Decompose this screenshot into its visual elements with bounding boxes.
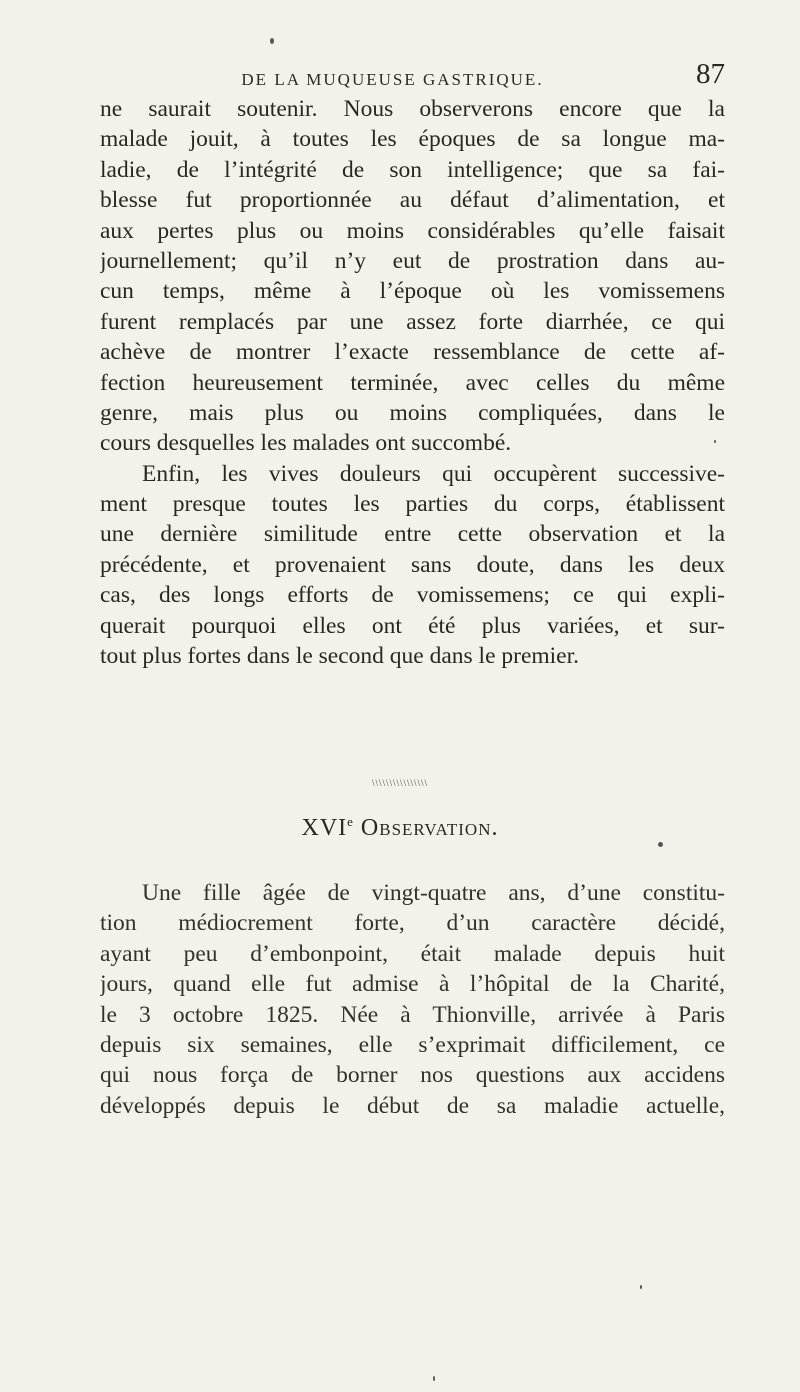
section-heading — [0, 814, 800, 842]
text-line: jours, quand elle fut admise à l’hôpital de la Charité, — [100, 971, 725, 998]
text-line: achève de montrer l’exacte ressemblance de cette af- — [100, 339, 725, 366]
observation-paragraph — [100, 878, 725, 1121]
text-line: ne saurait soutenir. Nous observerons encore que la — [100, 96, 725, 122]
text-line: blesse fut proportionnée au défaut d’alimentation, et — [100, 187, 725, 214]
text-line: Enfin, les vives douleurs qui occupèrent successive- — [142, 460, 725, 487]
text-line: querait pourquoi elles ont été plus variées, et sur- — [100, 612, 725, 639]
running-head: DE LA MUQUEUSE GASTRIQUE. — [241, 70, 544, 89]
text-line: cas, des longs efforts de vomissemens; ce qui expli- — [100, 582, 725, 609]
text-line: ayant peu d’embonpoint, était malade depuis huit — [100, 940, 725, 967]
text-line: précédente, et provenaient sans doute, dans les deux — [100, 551, 725, 578]
text-line: Une fille âgée de vingt-quatre ans, d’une constitu- — [142, 880, 725, 906]
section-numeral: XVI — [301, 815, 348, 841]
text-line: ment presque toutes les parties du corps, établissent — [100, 491, 725, 518]
page-header — [100, 56, 725, 90]
section-divider-ornament: \\\\\\\\\\\\\\\\ — [371, 778, 428, 788]
print-speck — [658, 842, 663, 847]
text-line: genre, mais plus ou moins compliquées, dans le — [100, 399, 725, 426]
print-speck — [640, 1285, 642, 1289]
section-numeral-superscript: e — [347, 814, 354, 829]
text-line: journellement; qu’il n’y eut de prostration dans au- — [100, 247, 725, 274]
text-line: cours desquelles les malades ont succombé. — [100, 430, 512, 457]
text-line: furent remplacés par une assez forte diarrhée, ce qui — [100, 308, 725, 335]
paragraph-continuation — [100, 94, 725, 671]
text-line: tout plus fortes dans le second que dans le premier. — [100, 643, 580, 670]
section-title-text: Observation. — [360, 815, 499, 841]
print-speck — [270, 38, 274, 44]
page-number: 87 — [696, 58, 725, 90]
print-speck — [714, 440, 716, 443]
text-line: malade jouit, à toutes les époques de sa longue ma- — [100, 126, 725, 153]
text-line: une dernière similitude entre cette observation et la — [100, 521, 725, 548]
text-line: cun temps, même à l’époque où les vomissemens — [100, 278, 725, 305]
text-line: qui nous força de borner nos questions aux accidens — [100, 1062, 725, 1089]
text-line: fection heureusement terminée, avec celles du même — [100, 369, 725, 396]
text-line: depuis six semaines, elle s’exprimait difficilement, ce — [100, 1031, 725, 1058]
text-line: tion médiocrement forte, d’un caractère décidé, — [100, 910, 725, 937]
text-line: aux pertes plus ou moins considérables qu’elle faisait — [100, 217, 725, 244]
print-speck — [433, 1376, 435, 1381]
text-line: ladie, de l’intégrité de son intelligence; que sa fai- — [100, 156, 725, 183]
text-line: développés depuis le début de sa maladie actuelle, — [100, 1092, 725, 1119]
text-line: le 3 octobre 1825. Née à Thionville, arrivée à Paris — [100, 1001, 725, 1028]
